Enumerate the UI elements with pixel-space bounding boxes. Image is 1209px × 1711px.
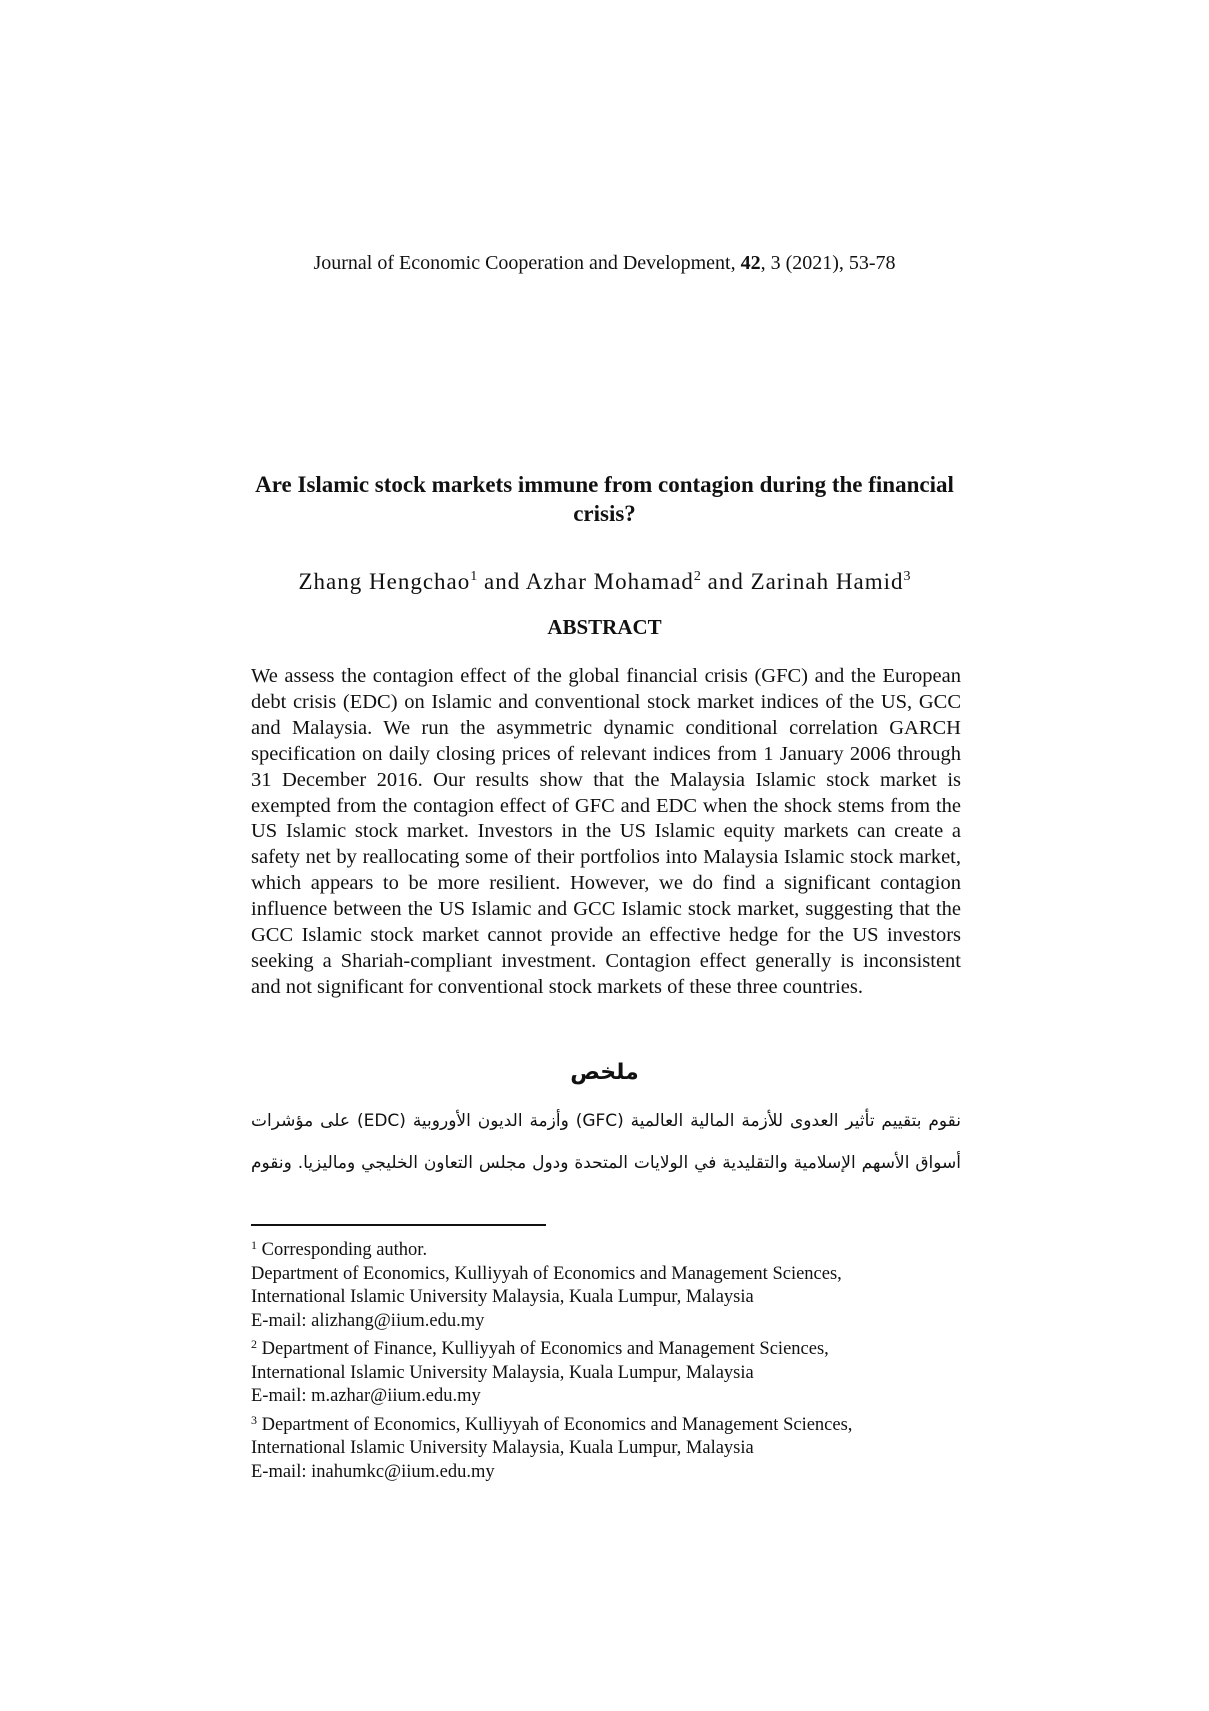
footnote-text: Corresponding author. — [261, 1240, 428, 1260]
footnotes — [251, 1234, 971, 1484]
footnote-divider — [251, 1224, 546, 1226]
footnote-line — [251, 1234, 971, 1263]
footnote-email: E-mail: m.azhar@iium.edu.my — [251, 1386, 481, 1406]
author-affiliation-mark: 2 — [693, 569, 701, 584]
footnote-mark: 3 — [251, 1412, 257, 1427]
journal-name: Journal of Economic Cooperation and Development, — [313, 252, 741, 274]
footnote-text: Department of Economics, Kulliyyah of Economics and Management Sciences, — [251, 1263, 842, 1284]
footnote-text: Department of Economics, Kulliyyah of Economics and Management Sciences, — [261, 1414, 853, 1435]
abstract-heading: ABSTRACT — [547, 615, 662, 639]
footnote-text: International Islamic University Malaysia, Kuala Lumpur, Malaysia — [251, 1362, 754, 1383]
footnote-text: International Islamic University Malaysia, Kuala Lumpur, Malaysia — [251, 1438, 754, 1458]
author-affiliation-mark: 3 — [903, 569, 911, 584]
arabic-abstract-line: أسواق الأسهم الإسلامية والتقليدية في الولايات المتحدة ودول مجلس التعاون الخليجي وماليزيا. ونقوم — [251, 1153, 961, 1173]
footnote-line — [251, 1385, 971, 1409]
footnote-line — [251, 1437, 971, 1461]
footnote-line — [251, 1362, 971, 1386]
arabic-abstract-heading: ملخص — [570, 1060, 639, 1085]
footnote-text: International Islamic University Malaysia, Kuala Lumpur, Malaysia — [251, 1287, 754, 1307]
footnote-line — [251, 1310, 971, 1334]
footnote-line — [251, 1409, 971, 1438]
author-list — [0, 562, 1209, 597]
author-affiliation-mark: 1 — [470, 569, 478, 584]
author-name: Zarinah Hamid — [750, 569, 904, 594]
footnote-email: E-mail: inahumkc@iium.edu.my — [251, 1461, 495, 1482]
footnote-line — [251, 1286, 971, 1310]
footnote-mark: 2 — [251, 1337, 257, 1351]
paper-title: Are Islamic stock markets immune from contagion during the financial crisis? — [255, 472, 954, 526]
abstract-body: We assess the contagion effect of the global financial crisis (GFC) and the European debt crisis (EDC) on Islamic and conventional stock market indices of the US, GCC and Malaysia. We run the asymmetric dynamic conditional correlation GARCH specification on daily closing prices of relevant indices from 1 January 2006 through 31 December 2016. Our results show that the Malaysia Islamic stock market is exempted from the contagion effect of GFC and EDC when the shock stems from the US Islamic stock market. Investors in the US Islamic equity markets can create a safety net by reallocating some of their portfolios into Malaysia Islamic stock market, which appears to be more resilient. However, we do find a significant contagion influence between the US Islamic and GCC Islamic stock market, suggesting that the GCC Islamic stock market cannot provide an effective hedge for the US investors seeking a Shariah-compliant investment. Contagion effect generally is inconsistent and not significant for conventional stock markets of these three countries. — [251, 665, 961, 998]
author-name: Zhang Hengchao — [298, 569, 471, 594]
arabic-abstract-line: نقوم بتقييم تأثير العدوى للأزمة المالية العالمية (GFC) وأزمة الديون الأوروبية (EDC) على مؤشرات — [251, 1111, 961, 1131]
journal-volume: 42 — [740, 252, 761, 274]
footnote-mark: 1 — [251, 1238, 257, 1252]
author-separator: and — [477, 569, 526, 594]
author-name: Azhar Mohamad — [525, 569, 694, 594]
author-separator: and — [700, 569, 751, 594]
footnote-line — [251, 1333, 971, 1362]
footnote-email: E-mail: alizhang@iium.edu.my — [251, 1310, 485, 1331]
footnote-line — [251, 1263, 971, 1287]
footnote-text: Department of Finance, Kulliyyah of Economics and Management Sciences, — [261, 1339, 829, 1359]
journal-issue-pages: , 3 (2021), 53-78 — [760, 252, 896, 274]
footnote-line — [251, 1461, 971, 1485]
journal-citation — [0, 250, 1209, 276]
